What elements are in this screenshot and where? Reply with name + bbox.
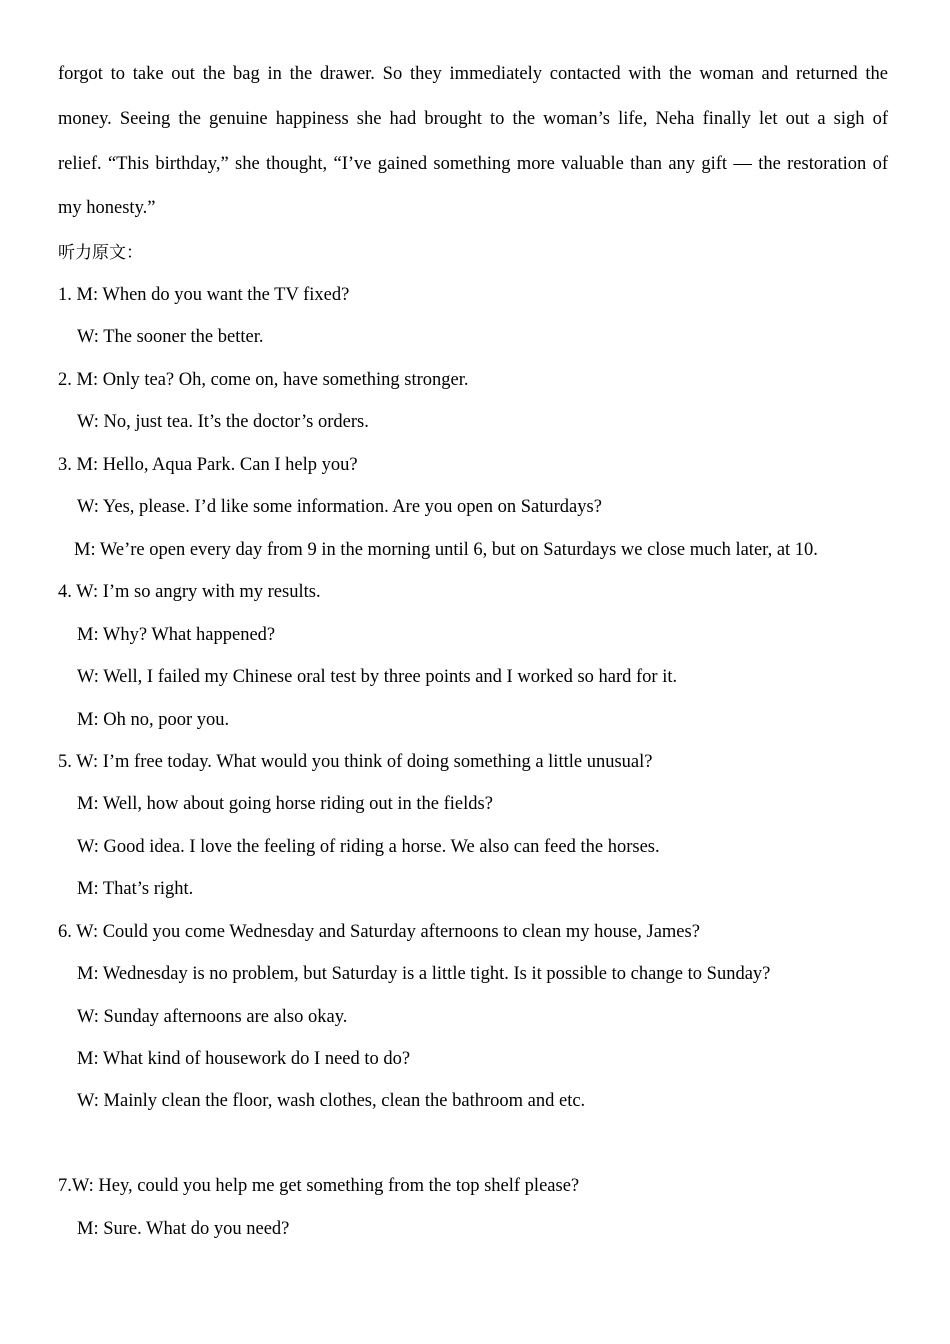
story-line: relief. “This birthday,” she thought, “I’ve gained something more valuable than any gift — the restoration of bbox=[58, 153, 888, 174]
story-line: my honesty.” bbox=[58, 198, 156, 219]
transcript-line: M: Well, how about going horse riding out in the fields? bbox=[77, 794, 493, 814]
transcript-line: 7.W: Hey, could you help me get something from the top shelf please? bbox=[58, 1176, 580, 1196]
transcript-line: W: The sooner the better. bbox=[77, 327, 264, 347]
transcript-line: W: Well, I failed my Chinese oral test by three points and I worked so hard for it. bbox=[77, 667, 678, 687]
transcript-line: 6. W: Could you come Wednesday and Saturday afternoons to clean my house, James? bbox=[58, 922, 700, 942]
transcript-line: M: Wednesday is no problem, but Saturday is a little tight. Is it possible to change to Sunday? bbox=[77, 964, 771, 984]
section-title: 听力原文： bbox=[58, 243, 143, 263]
transcript-line: M: That’s right. bbox=[77, 879, 194, 899]
story-line: money. Seeing the genuine happiness she had brought to the woman’s life, Neha finally let out a sigh of bbox=[58, 108, 888, 129]
transcript-line: M: Sure. What do you need? bbox=[77, 1219, 290, 1239]
transcript-line: W: Mainly clean the floor, wash clothes, clean the bathroom and etc. bbox=[77, 1091, 586, 1111]
transcript-line: W: Good idea. I love the feeling of riding a horse. We also can feed the horses. bbox=[77, 837, 660, 857]
transcript-line: M: We’re open every day from 9 in the morning until 6, but on Saturdays we close much later, at 10. bbox=[74, 540, 818, 560]
transcript-line: 5. W: I’m free today. What would you think of doing something a little unusual? bbox=[58, 752, 653, 772]
transcript-line: 1. M: When do you want the TV fixed? bbox=[58, 285, 350, 305]
story-paragraph bbox=[58, 52, 888, 231]
transcript-line: 4. W: I’m so angry with my results. bbox=[58, 582, 321, 602]
transcript-line: M: Oh no, poor you. bbox=[77, 710, 230, 730]
transcript-line: M: Why? What happened? bbox=[77, 625, 276, 645]
transcript-line: W: Yes, please. I’d like some information. Are you open on Saturdays? bbox=[77, 497, 602, 517]
transcript-line: 3. M: Hello, Aqua Park. Can I help you? bbox=[58, 455, 358, 475]
transcript-line: W: Sunday afternoons are also okay. bbox=[77, 1007, 348, 1027]
transcript-line: M: What kind of housework do I need to do? bbox=[77, 1049, 411, 1069]
story-line: forgot to take out the bag in the drawer. So they immediately contacted with the woman and returned the bbox=[58, 64, 888, 84]
transcript-line: 2. M: Only tea? Oh, come on, have something stronger. bbox=[58, 370, 469, 390]
transcript-line: W: No, just tea. It’s the doctor’s orders. bbox=[77, 412, 369, 432]
